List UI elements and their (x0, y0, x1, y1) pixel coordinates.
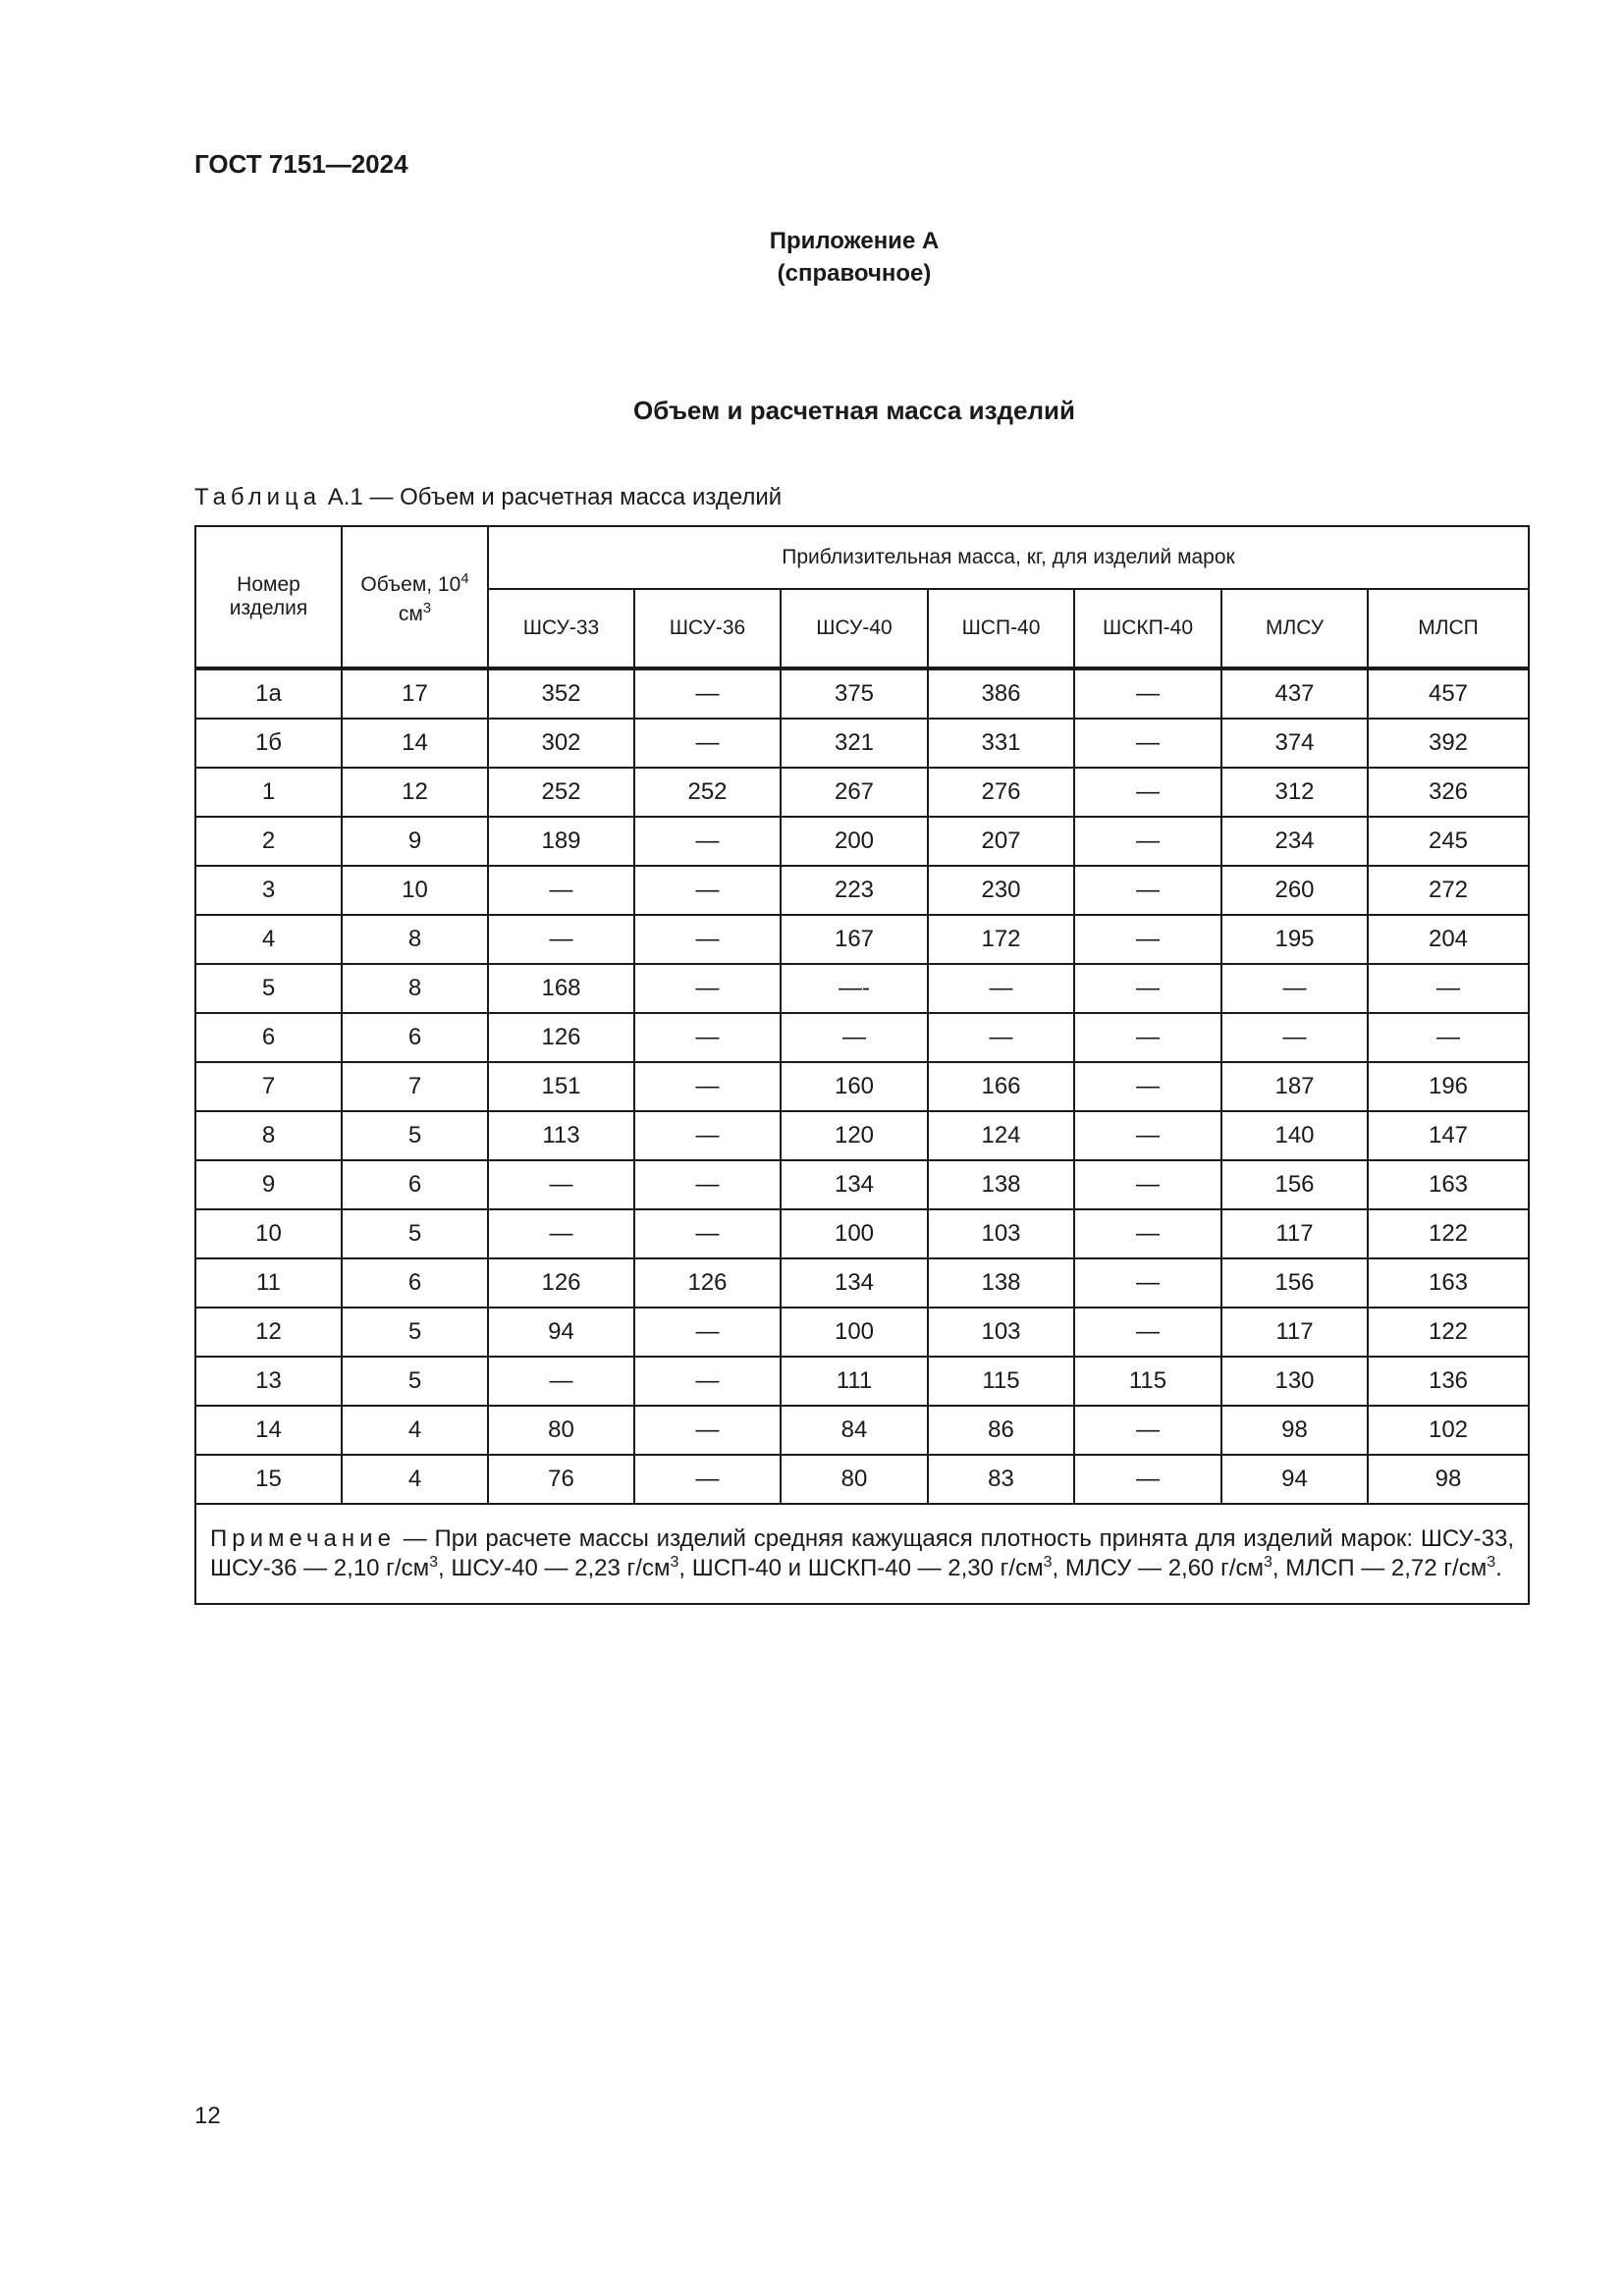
table-cell: 10 (342, 866, 488, 915)
table-cell: 102 (1368, 1406, 1529, 1455)
table-cell: — (1074, 1013, 1221, 1062)
table-cell: 207 (928, 817, 1074, 866)
table-cell: — (488, 1209, 634, 1258)
table-caption-text: А.1 — Объем и расчетная масса изделий (327, 484, 783, 510)
table-cell: 9 (195, 1160, 342, 1209)
header-mass-group: Приблизительная масса, кг, для изделий марок (488, 526, 1529, 589)
table-cell: 352 (488, 668, 634, 719)
table-header-row (195, 526, 1529, 589)
table-cell: 138 (928, 1258, 1074, 1308)
appendix-subtitle: (справочное) (777, 260, 932, 287)
table-cell: 5 (342, 1111, 488, 1160)
note-exp: 3 (1487, 1554, 1496, 1571)
table-cell: 223 (781, 866, 928, 915)
table-row (195, 964, 1529, 1013)
table-cell: — (634, 1455, 781, 1504)
table-cell: 386 (928, 668, 1074, 719)
table-cell: — (1074, 866, 1221, 915)
table-cell: — (1074, 1209, 1221, 1258)
table-cell: — (634, 1111, 781, 1160)
table-cell: 100 (781, 1209, 928, 1258)
table-cell: 140 (1221, 1111, 1368, 1160)
table-cell: 2 (195, 817, 342, 866)
table-cell: 98 (1368, 1455, 1529, 1504)
page-number: 12 (194, 2103, 221, 2129)
table-cell: 115 (1074, 1357, 1221, 1406)
table-row (195, 1062, 1529, 1111)
table-row (195, 1406, 1529, 1455)
table-cell: — (634, 1308, 781, 1357)
table-cell: — (488, 866, 634, 915)
table-cell: 321 (781, 719, 928, 768)
table-cell: — (634, 1160, 781, 1209)
table-cell: 375 (781, 668, 928, 719)
table-cell: 167 (781, 915, 928, 964)
header-number: Номер изделия (195, 526, 342, 668)
table-cell: 437 (1221, 668, 1368, 719)
table-row (195, 768, 1529, 817)
table-cell: 138 (928, 1160, 1074, 1209)
table-row (195, 1308, 1529, 1357)
table-cell: 1а (195, 668, 342, 719)
table-cell: 163 (1368, 1258, 1529, 1308)
table-cell: 374 (1221, 719, 1368, 768)
table-cell: 6 (195, 1013, 342, 1062)
table-cell: 126 (634, 1258, 781, 1308)
table-cell: 5 (342, 1209, 488, 1258)
table-cell: 4 (342, 1406, 488, 1455)
table-row (195, 719, 1529, 768)
table-cell: — (634, 964, 781, 1013)
table-row (195, 1209, 1529, 1258)
table-cell: 86 (928, 1406, 1074, 1455)
table-cell: 163 (1368, 1160, 1529, 1209)
table-cell: 187 (1221, 1062, 1368, 1111)
grade-header-cell: ШСУ-33 (488, 589, 634, 668)
grade-header-cell: ШСП-40 (928, 589, 1074, 668)
table-cell: 84 (781, 1406, 928, 1455)
table-cell: 230 (928, 866, 1074, 915)
note-exp: 3 (1264, 1554, 1272, 1571)
table-cell: — (488, 1357, 634, 1406)
table-cell: 160 (781, 1062, 928, 1111)
table-cell: 11 (195, 1258, 342, 1308)
table-cell: — (1074, 768, 1221, 817)
table-cell: — (1074, 915, 1221, 964)
table-cell: 302 (488, 719, 634, 768)
table-cell: 156 (1221, 1258, 1368, 1308)
table-cell: 80 (781, 1455, 928, 1504)
table-cell: — (1074, 1258, 1221, 1308)
note-text-2: , ШСУ-40 — 2,23 г/см (438, 1555, 671, 1581)
table-cell: 189 (488, 817, 634, 866)
grade-header-cell: МЛСУ (1221, 589, 1368, 668)
table-row (195, 1111, 1529, 1160)
note-exp: 3 (1043, 1554, 1053, 1571)
table-cell: — (928, 964, 1074, 1013)
table-cell: 100 (781, 1308, 928, 1357)
table-cell: 8 (342, 915, 488, 964)
grade-header-cell: ШСКП-40 (1074, 589, 1221, 668)
header-volume-unit: см (398, 603, 423, 625)
table-cell: 457 (1368, 668, 1529, 719)
table-cell: 17 (342, 668, 488, 719)
mass-table (194, 525, 1530, 1605)
table-cell: 195 (1221, 915, 1368, 964)
table-cell: 113 (488, 1111, 634, 1160)
table-cell: 122 (1368, 1209, 1529, 1258)
note-text-4: , МЛСУ — 2,60 г/см (1052, 1555, 1264, 1581)
table-row (195, 1160, 1529, 1209)
table-cell: 14 (342, 719, 488, 768)
table-row (195, 1013, 1529, 1062)
table-cell: 245 (1368, 817, 1529, 866)
table-cell: 166 (928, 1062, 1074, 1111)
note-exp: 3 (429, 1554, 439, 1571)
table-cell: 9 (342, 817, 488, 866)
table-caption-label: Таблица (194, 484, 322, 510)
table-cell: — (1074, 668, 1221, 719)
table-cell: 15 (195, 1455, 342, 1504)
table-cell: 130 (1221, 1357, 1368, 1406)
table-note (195, 1504, 1529, 1604)
table-cell: 147 (1368, 1111, 1529, 1160)
header-volume-exp: 4 (460, 570, 469, 587)
table-cell: 234 (1221, 817, 1368, 866)
table-cell: — (1074, 719, 1221, 768)
table-cell: 260 (1221, 866, 1368, 915)
table-cell: 1б (195, 719, 342, 768)
table-cell: 83 (928, 1455, 1074, 1504)
table-cell: 156 (1221, 1160, 1368, 1209)
table-cell: 103 (928, 1209, 1074, 1258)
table-cell: — (1074, 1111, 1221, 1160)
table-row (195, 1455, 1529, 1504)
table-cell: — (1368, 1013, 1529, 1062)
table-cell: — (634, 1209, 781, 1258)
table-row (195, 1258, 1529, 1308)
table-cell: 252 (488, 768, 634, 817)
table-cell: 8 (195, 1111, 342, 1160)
note-exp: 3 (670, 1554, 679, 1571)
table-cell: — (1221, 1013, 1368, 1062)
table-cell: — (634, 1406, 781, 1455)
table-cell: 5 (342, 1308, 488, 1357)
table-cell: 4 (195, 915, 342, 964)
table-cell: 94 (488, 1308, 634, 1357)
document-code: ГОСТ 7151—2024 (194, 149, 408, 179)
table-cell: 272 (1368, 866, 1529, 915)
table-cell: 10 (195, 1209, 342, 1258)
table-cell: 103 (928, 1308, 1074, 1357)
table-cell: — (928, 1013, 1074, 1062)
table-cell: 7 (195, 1062, 342, 1111)
table-cell: — (1074, 1062, 1221, 1111)
table-cell: 94 (1221, 1455, 1368, 1504)
table-cell: 151 (488, 1062, 634, 1111)
table-cell: 172 (928, 915, 1074, 964)
table-cell: 196 (1368, 1062, 1529, 1111)
table-cell: 392 (1368, 719, 1529, 768)
table-cell: 5 (342, 1357, 488, 1406)
table-row (195, 1357, 1529, 1406)
table-cell: — (634, 866, 781, 915)
table-cell: 111 (781, 1357, 928, 1406)
table-cell: 252 (634, 768, 781, 817)
note-row (195, 1504, 1529, 1604)
grade-header-cell: МЛСП (1368, 589, 1529, 668)
table-cell: 76 (488, 1455, 634, 1504)
table-cell: 13 (195, 1357, 342, 1406)
table-cell: 276 (928, 768, 1074, 817)
table-cell: — (1221, 964, 1368, 1013)
note-text-1: — При расчете массы изделий средняя кажущаяся плотность принята для изделий марок: ШСУ-33, ШСУ-36 — 2,10 г/см (210, 1525, 1515, 1581)
table-row (195, 915, 1529, 964)
table-cell: 120 (781, 1111, 928, 1160)
header-volume-unit-exp: 3 (422, 600, 432, 616)
table-row (195, 866, 1529, 915)
table-cell: — (1074, 817, 1221, 866)
table-cell: — (488, 915, 634, 964)
table-cell: 126 (488, 1258, 634, 1308)
appendix-heading (0, 225, 1624, 290)
note-label: Примечание (210, 1525, 396, 1552)
table-cell: 326 (1368, 768, 1529, 817)
table-row (195, 668, 1529, 719)
grade-header-cell: ШСУ-40 (781, 589, 928, 668)
table-cell: 12 (342, 768, 488, 817)
table-cell: 7 (342, 1062, 488, 1111)
table-cell: — (488, 1160, 634, 1209)
table-caption (194, 484, 782, 511)
table-cell: 267 (781, 768, 928, 817)
header-volume-text: Объем, 10 (360, 573, 461, 596)
table-cell: — (634, 668, 781, 719)
header-volume (342, 526, 488, 668)
table-cell: — (634, 719, 781, 768)
table-cell: 117 (1221, 1209, 1368, 1258)
table-cell: 124 (928, 1111, 1074, 1160)
table-cell: 3 (195, 866, 342, 915)
table-cell: 312 (1221, 768, 1368, 817)
table-cell: — (1074, 1406, 1221, 1455)
table-cell: 134 (781, 1258, 928, 1308)
table-cell: 4 (342, 1455, 488, 1504)
table-cell: 200 (781, 817, 928, 866)
table-cell: 134 (781, 1160, 928, 1209)
table-cell: — (634, 915, 781, 964)
table-cell: 6 (342, 1258, 488, 1308)
table-cell: 98 (1221, 1406, 1368, 1455)
main-title: Объем и расчетная масса изделий (633, 396, 1075, 425)
table-cell: 80 (488, 1406, 634, 1455)
table-cell: 115 (928, 1357, 1074, 1406)
note-text-3: , ШСП-40 и ШСКП-40 — 2,30 г/см (678, 1555, 1044, 1581)
grade-header-cell: ШСУ-36 (634, 589, 781, 668)
table-cell: 136 (1368, 1357, 1529, 1406)
table-cell: — (634, 1062, 781, 1111)
table-cell: — (781, 1013, 928, 1062)
table-cell: —- (781, 964, 928, 1013)
table-cell: 6 (342, 1160, 488, 1209)
table-cell: 5 (195, 964, 342, 1013)
table-cell: — (1368, 964, 1529, 1013)
table-cell: — (1074, 1455, 1221, 1504)
table-cell: 126 (488, 1013, 634, 1062)
table-cell: — (634, 1013, 781, 1062)
table-cell: 6 (342, 1013, 488, 1062)
table-cell: 168 (488, 964, 634, 1013)
table-cell: 12 (195, 1308, 342, 1357)
note-text-6: . (1495, 1555, 1502, 1581)
table-cell: — (1074, 1308, 1221, 1357)
table-cell: — (1074, 1160, 1221, 1209)
table-cell: 122 (1368, 1308, 1529, 1357)
table-cell: — (634, 817, 781, 866)
appendix-title: Приложение А (769, 228, 940, 254)
table-cell: 8 (342, 964, 488, 1013)
table-row (195, 817, 1529, 866)
table-cell: — (634, 1357, 781, 1406)
table-cell: 331 (928, 719, 1074, 768)
table-cell: 117 (1221, 1308, 1368, 1357)
table-cell: 14 (195, 1406, 342, 1455)
table-cell: 1 (195, 768, 342, 817)
table-cell: — (1074, 964, 1221, 1013)
table-cell: 204 (1368, 915, 1529, 964)
note-text-5: , МЛСП — 2,72 г/см (1272, 1555, 1488, 1581)
